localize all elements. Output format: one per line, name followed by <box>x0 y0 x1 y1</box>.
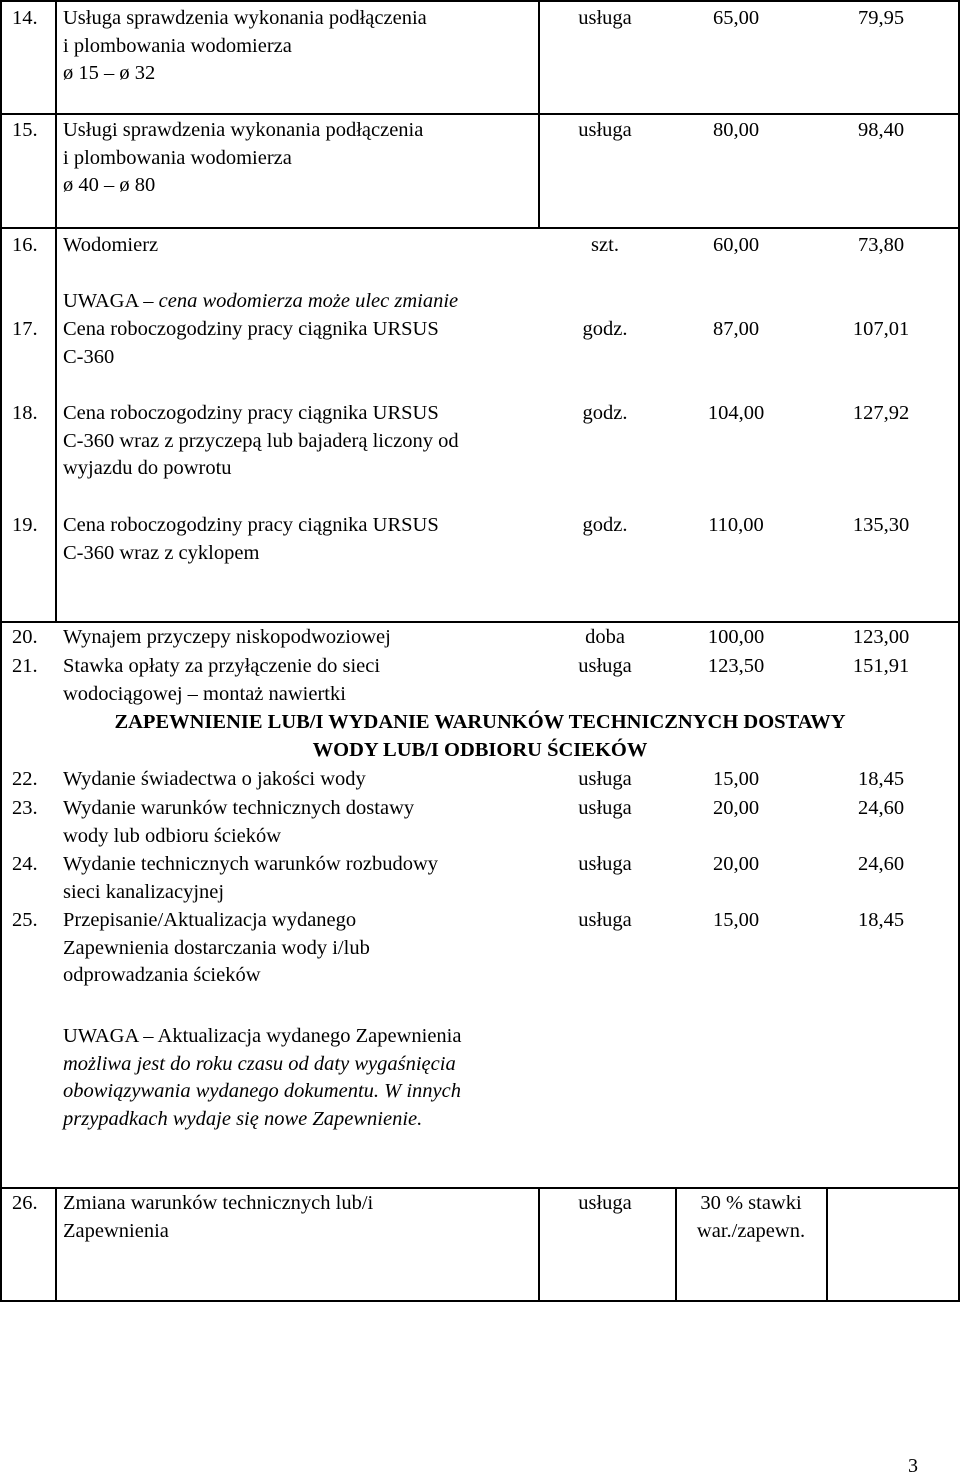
row-net-price: 30 % stawki war./zapewn. <box>696 1192 806 1242</box>
row-net-price: 20,00 <box>712 853 760 875</box>
row-description: Zmiana warunków technicznych lub/i Zapewnienia <box>63 1192 374 1242</box>
row-description: Wydanie warunków technicznych dostawy wody lub odbioru ścieków <box>63 797 415 847</box>
row-description: Usługa sprawdzenia wykonania podłączenia i plombowania wodomierza ø 15 – ø 32 <box>63 7 427 84</box>
row-number: 14. <box>12 7 38 29</box>
row-description: Usługi sprawdzenia wykonania podłączenia i plombowania wodomierza ø 40 – ø 80 <box>63 119 424 196</box>
row-note: UWAGA – Aktualizacja wydanego Zapewnienia możliwa jest do roku czasu od daty wygaśnięcia obowiązywania wydanego dokumentu. W innych przypadkach wydaje się nowe Zapewnienie. <box>63 1025 462 1130</box>
row-net-price: 87,00 <box>712 318 760 340</box>
row-number: 21. <box>12 655 38 677</box>
row-gross-price: 73,80 <box>857 234 905 256</box>
row-unit: usługa <box>578 797 632 819</box>
row-gross-price: 123,00 <box>852 626 910 648</box>
row-gross-price: 98,40 <box>857 119 905 141</box>
row-unit: godz. <box>582 318 628 340</box>
row-description: Wydanie świadectwa o jakości wody <box>63 768 366 790</box>
row-net-price: 110,00 <box>708 514 764 536</box>
row-description: Wydanie technicznych warunków rozbudowy sieci kanalizacyjnej <box>63 853 439 903</box>
table-border-bottom <box>0 1300 960 1302</box>
row-net-price: 104,00 <box>707 402 765 424</box>
row-description: Stawka opłaty za przyłączenie do sieci wodociągowej – montaż nawiertki <box>63 655 381 705</box>
row-gross-price: 24,60 <box>857 853 905 875</box>
row-number: 17. <box>12 318 38 340</box>
column-divider <box>675 1188 677 1302</box>
row-gross-price: 24,60 <box>857 797 905 819</box>
section-heading: ZAPEWNIENIE LUB/I WYDANIE WARUNKÓW TECHNICZNYCH DOSTAWY <box>114 711 846 733</box>
row-gross-price: 135,30 <box>852 514 910 536</box>
row-unit: usługa <box>578 853 632 875</box>
row-description: Cena roboczogodziny pracy ciągnika URSUS C-360 <box>63 318 439 368</box>
table-border-top <box>0 0 960 2</box>
column-divider <box>826 1188 828 1302</box>
row-number: 22. <box>12 768 38 790</box>
row-number: 24. <box>12 853 38 875</box>
row-description: Cena roboczogodziny pracy ciągnika URSUS C-360 wraz z cyklopem <box>63 514 439 564</box>
row-net-price: 15,00 <box>712 768 760 790</box>
row-gross-price: 18,45 <box>857 768 905 790</box>
page-number: 3 <box>908 1455 918 1477</box>
row-number: 16. <box>12 234 38 256</box>
row-number: 25. <box>12 909 38 931</box>
row-unit: usługa <box>578 909 632 931</box>
row-net-price: 20,00 <box>712 797 760 819</box>
row-unit: szt. <box>591 234 619 256</box>
row-gross-price: 151,91 <box>852 655 910 677</box>
row-net-price: 60,00 <box>712 234 760 256</box>
row-net-price: 15,00 <box>712 909 760 931</box>
column-divider <box>55 0 57 622</box>
row-divider <box>0 113 960 115</box>
row-number: 23. <box>12 797 38 819</box>
row-unit: usługa <box>578 768 632 790</box>
column-divider <box>55 1188 57 1302</box>
row-net-price: 123,50 <box>707 655 765 677</box>
row-description: Wodomierz <box>63 234 159 256</box>
row-number: 19. <box>12 514 38 536</box>
row-gross-price: 107,01 <box>852 318 910 340</box>
row-divider <box>0 1187 960 1189</box>
row-gross-price: 127,92 <box>852 402 910 424</box>
table-border-left <box>0 0 2 1302</box>
row-net-price: 100,00 <box>707 626 765 648</box>
row-divider <box>0 621 960 623</box>
row-description: Cena roboczogodziny pracy ciągnika URSUS C-360 wraz z przyczepą lub bajaderą liczony od wyjazdu do powrotu <box>63 402 459 479</box>
row-net-price: 80,00 <box>712 119 760 141</box>
row-number: 15. <box>12 119 38 141</box>
row-gross-price: 79,95 <box>857 7 905 29</box>
row-unit: godz. <box>582 402 628 424</box>
row-number: 20. <box>12 626 38 648</box>
row-unit: usługa <box>578 119 632 141</box>
row-net-price: 65,00 <box>712 7 760 29</box>
row-divider <box>0 227 960 229</box>
section-heading: WODY LUB/I ODBIORU ŚCIEKÓW <box>312 739 648 761</box>
row-unit: usługa <box>578 7 632 29</box>
row-number: 18. <box>12 402 38 424</box>
row-unit: godz. <box>582 514 628 536</box>
row-description: Wynajem przyczepy niskopodwoziowej <box>63 626 391 648</box>
row-unit: usługa <box>578 655 632 677</box>
row-unit: doba <box>585 626 625 648</box>
row-description: Przepisanie/Aktualizacja wydanego Zapewnienia dostarczania wody i/lub odprowadzania ścieków <box>63 909 370 986</box>
row-number: 26. <box>12 1192 38 1214</box>
row-unit: usługa <box>578 1192 632 1214</box>
row-gross-price: 18,45 <box>857 909 905 931</box>
row-note: UWAGA – cena wodomierza może ulec zmianie <box>63 290 459 312</box>
